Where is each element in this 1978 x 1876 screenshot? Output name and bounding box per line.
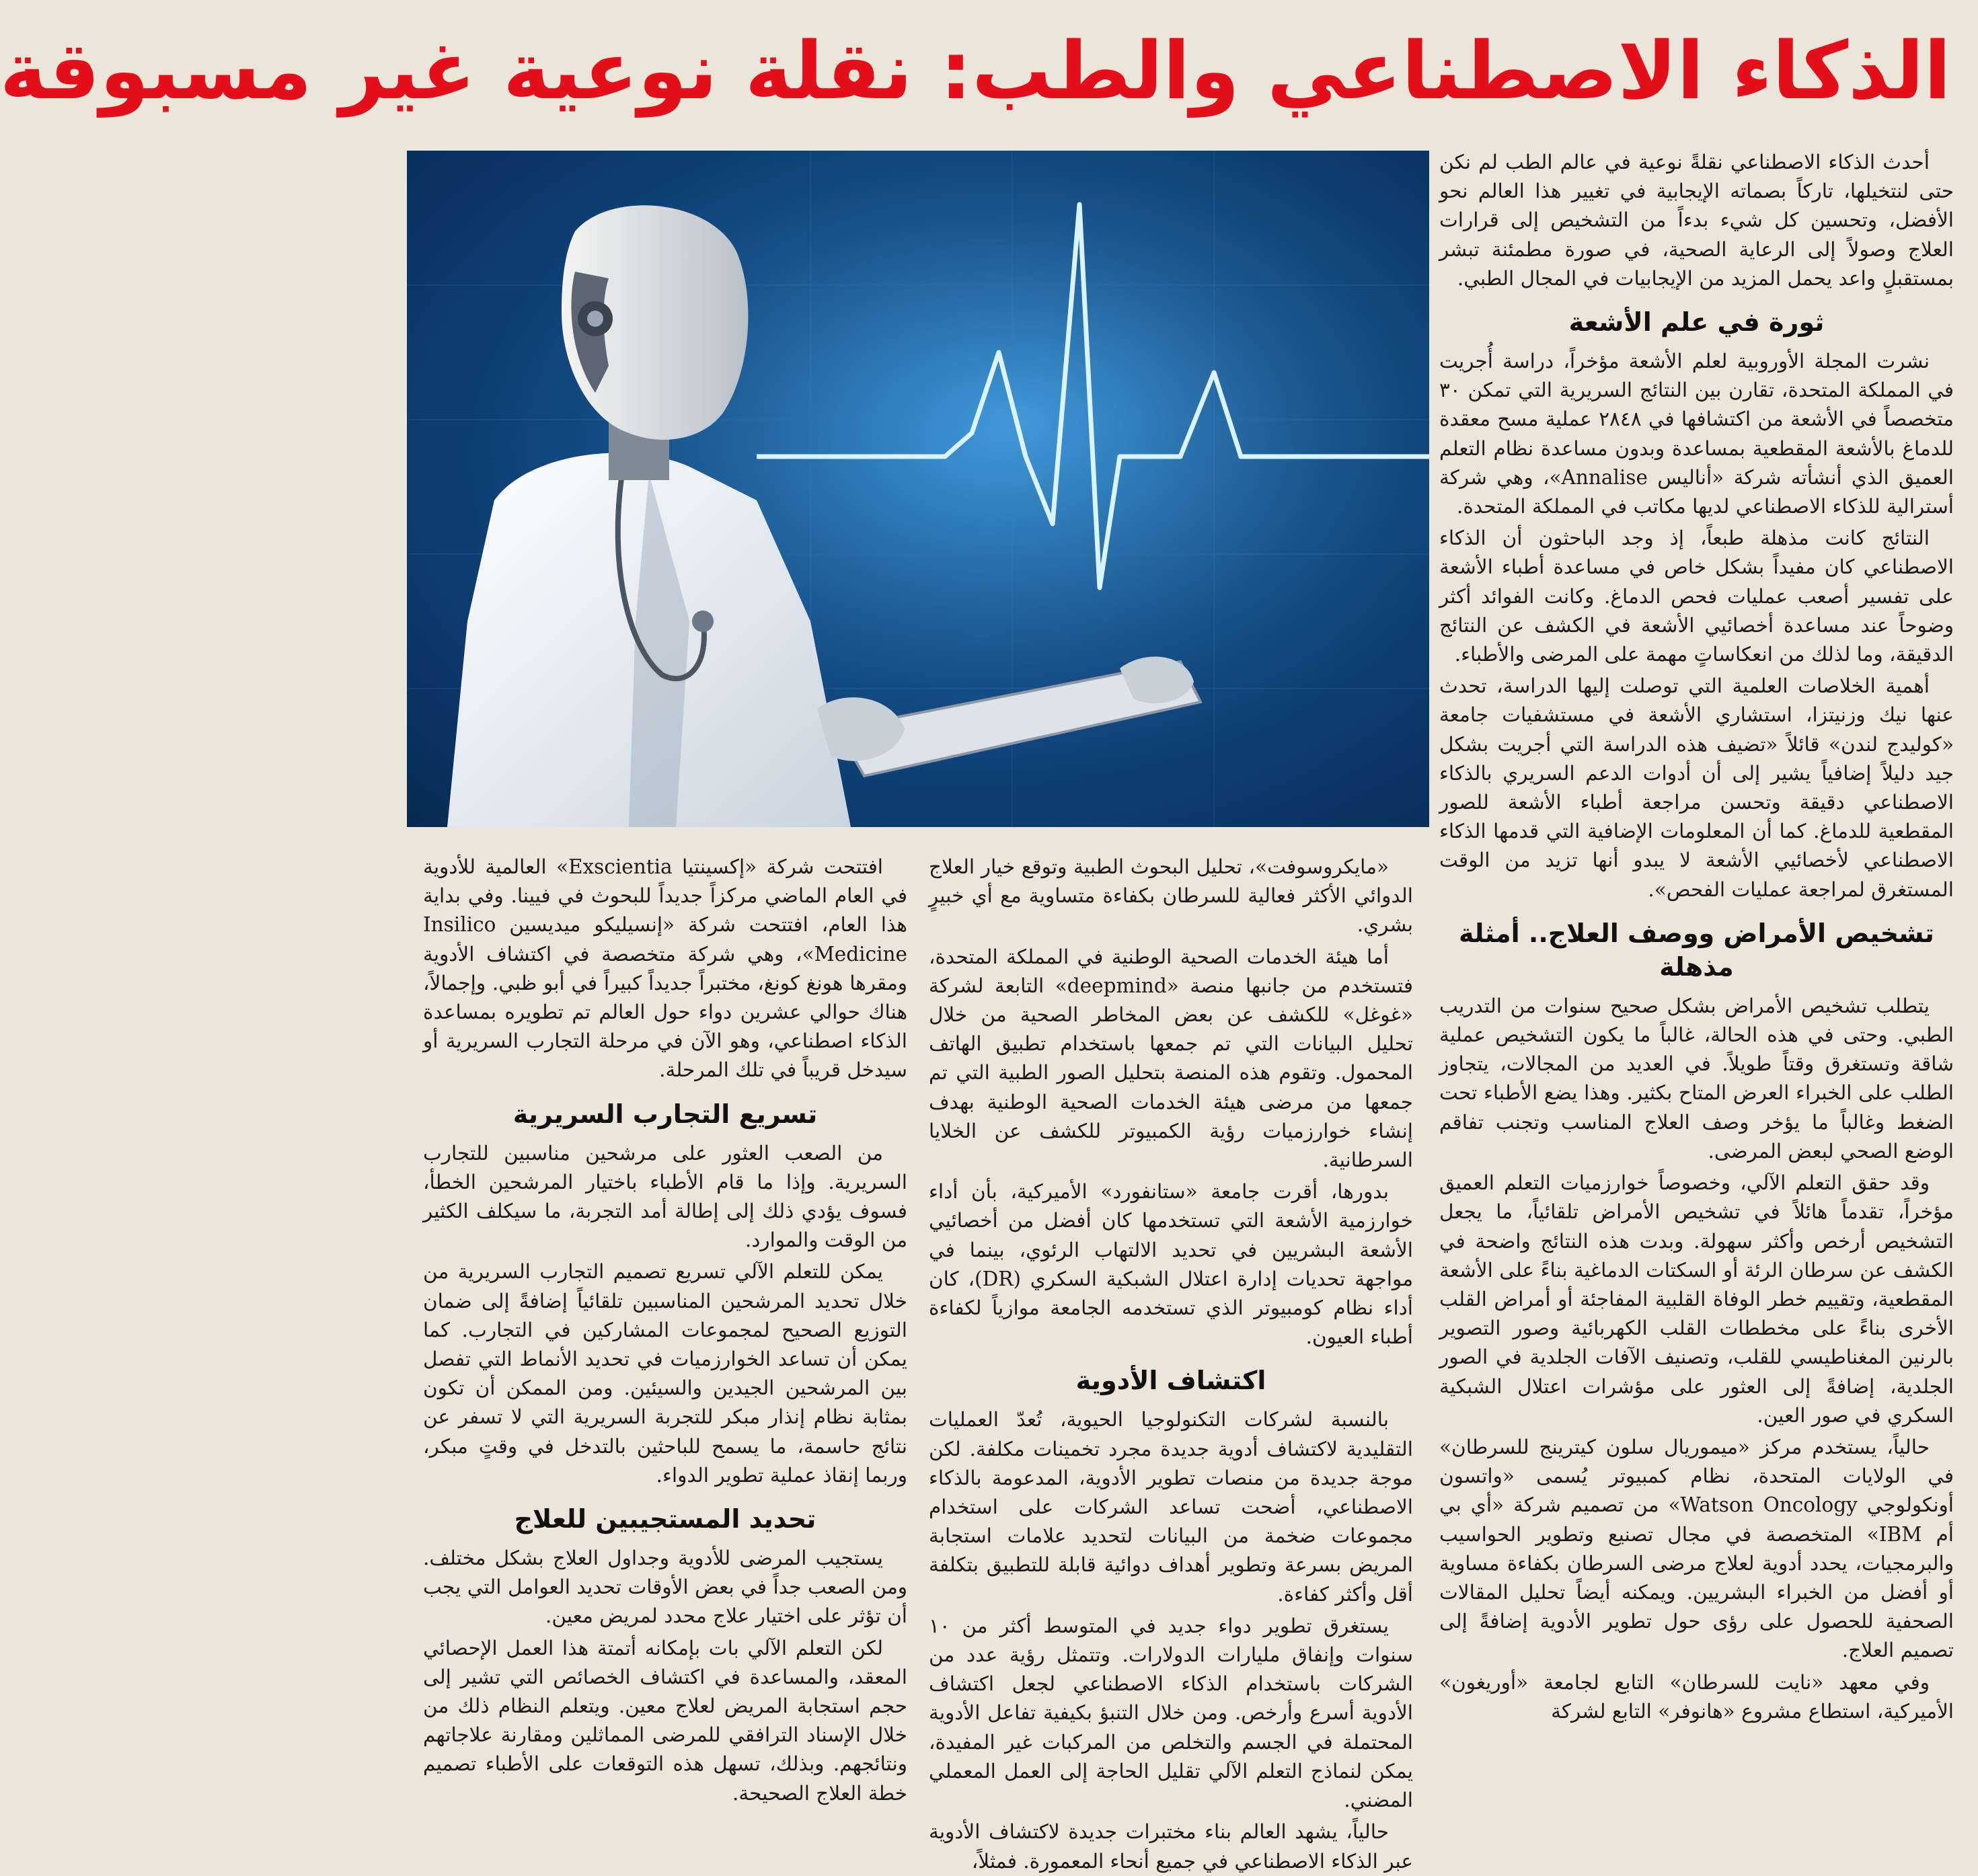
paragraph: حالياً، يشهد العالم بناء مختبرات جديدة لاكتشاف الأدوية عبر الذكاء الاصطناعي في جميع أنحاء المعمورة. فمثلاً، [929, 1820, 1413, 1873]
paragraph: يمكن للتعلم الآلي تسريع تصميم التجارب السريرية من خلال تحديد المرشحين المناسبين تلقائياً إضافةً إلى ضمان التوزيع الصحيح لمجموعات المشاركين في التجارب. كما يمكن أن تساعد الخوارزميات في تحديد الأنماط التي تفصل بين المرشحين الجيدين والسيئين. ومن الممكن أن تكون بمثابة نظام إنذار مبكر للتجربة السريرية التي لا تسفر عن نتائج حاسمة، ما يسمح للباحثين بالتدخل في وقتٍ مبكر، وربما إنقاذ عملية تطوير الدواء. [423, 1260, 907, 1487]
robot-doctor-illustration [407, 151, 1429, 827]
robot-doctor-image [407, 151, 1429, 827]
paragraph: بدورها، أقرت جامعة «ستانفورد» الأميركية، بأن أداء خوارزمية الأشعة التي تستخدمها كان أفضل من أخصائيي الأشعة البشريين في تحديد الالتهاب الرئوي، بينما في مواجهة تحديات إدارة اعتلال الشبكية السكري (DR)، كان أداء نظام كومبيوتر الذي تستخدمه الجامعة موازياً لكفاءة أطباء العيون. [929, 1180, 1414, 1349]
paragraph: أما هيئة الخدمات الصحية الوطنية في المملكة المتحدة، فتستخدم من جانبها منصة «deepmind» التابعة لشركة «غوغل» للكشف عن بعض المخاطر الصحية من خلال تحليل البيانات التي تم جمعها باستخدام تطبيق الهاتف المحمول. وتقوم هذه المنصة بتحليل الصور الطبية التي تم جمعها من مرضى هيئة الخدمات الصحية الوطنية بهدف إنشاء خوارزميات رؤية الكمبيوتر للكشف عن الخلايا السرطانية. [929, 945, 1414, 1172]
headline: الذكاء الاصطناعي والطب: نقلة نوعية غير مسبوقة [0, 24, 1951, 117]
paragraph: افتتحت شركة «إكسينتيا Exscientia» العالمية للأدوية في العام الماضي مركزاً جديداً للبحوث في فيينا. وفي بداية هذا العام، افتتحت شركة «إنسيليكو ميديسين Insilico Medicine»، وهي شركة متخصصة في اكتشاف الأدوية ومقرها هونغ كونغ، مختبراً جديداً كبيراً في أبو ظبي. وإجمالاً، هناك حوالي عشرين دواء حول العالم تم تطويره بمساعدة الذكاء اصطناعي، وهو الآن في مرحلة التجارب السريرية أو سيدخل قريباً في تلك المرحلة. [423, 855, 907, 1082]
paragraph: وقد حقق التعلم الآلي، وخصوصاً خوارزميات التعلم العميق مؤخراً، تقدماً هائلاً في تشخيص الأمراض تلقائياً، ما يجعل التشخيص أرخص وأكثر سهولة. وبدت هذه النتائج واضحة في الكشف عن سرطان الرئة أو السكتات الدماغية بناءً على الأشعة المقطعية، وتقييم خطر الوفاة القلبية المفاجئة أو أمراض القلب الأخرى بناءً على مخططات القلب الكهربائية وصور التصوير بالرنين المغناطيسي للقلب، وتصنيف الآفات الجلدية في الصور الجلدية، إضافةً إلى العثور على مؤشرات اعتلال الشبكية السكري في صور العين. [1439, 1171, 1954, 1427]
paragraph: حالياً، يستخدم مركز «ميموريال سلون كيترينج للسرطان» في الولايات المتحدة، نظام كمبيوتر يُسمى «واتسون أونكولوجي Watson Oncology» من تصميم شركة «أي بي أم IBM» المتخصصة في مجال تصنيع وتطوير الحواسيب والبرمجيات، يحدد أدوية لعلاج مرضى السرطان بكفاءة مساوية أو أفضل من الخبراء البشريين. ويمكنه أيضاً تحليل المقالات الصحفية للحصول على رؤى حول تطوير الأدوية إضافةً إلى تصميم العلاج. [1439, 1435, 1954, 1662]
section-heading-responders: تحديد المستجيبين للعلاج [514, 1504, 816, 1534]
article-column-middle [929, 853, 1414, 1873]
paragraph: وفي معهد «نايت للسرطان» التابع لجامعة «أوريغون» الأميركية، استطاع مشروع «هانوفر» التابع لشركة [1439, 1670, 1954, 1723]
paragraph: يستغرق تطوير دواء جديد في المتوسط أكثر من ١٠ سنوات وإنفاق مليارات الدولارات. وتتمثل رؤية عدد من الشركات باستخدام الذكاء الاصطناعي لجعل اكتشاف الأدوية أسرع وأرخص. ومن خلال التنبؤ بكيفية تفاعل الأدوية المحتملة في الجسم والتخلص من المركبات غير المفيدة، يمكن لنماذج التعلم الآلي تقليل الحاجة إلى العمل المعملي المضني. [929, 1614, 1413, 1812]
section-heading-clinical-trials: تسريع التجارب السريرية [512, 1099, 818, 1129]
section-heading-drug-discovery: اكتشاف الأدوية [1075, 1366, 1266, 1396]
paragraph: من الصعب العثور على مرشحين مناسبين للتجارب السريرية. وإذا ما قام الأطباء باختيار المرشحين الخطأ، فسوف يؤدي ذلك إلى إطالة أمد التجربة، ما سيكلف الكثير من الوقت والموارد. [423, 1141, 907, 1252]
article-column-right [1439, 148, 1954, 1789]
article-column-left [423, 853, 907, 1805]
paragraph: نشرت المجلة الأوروبية لعلم الأشعة مؤخراً، دراسة أُجريت في المملكة المتحدة، تقارن بين النتائج السريرية التي تمكن ٣٠ متخصصاً في الأشعة من اكتشافها في ٢٨٤٨ عملية مسح معقدة للدماغ بالأشعة المقطعية بمساعدة وبدون مساعدة نظام التعلم العميق الذي أنشأته شركة «أناليس Annalise»، وهي شركة أسترالية للذكاء الاصطناعي لديها مكاتب في المملكة المتحدة. [1439, 350, 1954, 518]
paragraph: لكن التعلم الآلي بات بإمكانه أتمتة هذا العمل الإحصائي المعقد، والمساعدة في اكتشاف الخصائص التي تشير إلى حجم استجابة المريض لعلاج معين. ويتعلم النظام ذلك من خلال الإسناد الترافقي للمرضى المماثلين ومقارنة علاجاتهم ونتائجهم. وبذلك، تسهل هذه التوقعات على الأطباء تصميم خطة العلاج الصحيحة. [423, 1636, 907, 1805]
intro-paragraph: أحدث الذكاء الاصطناعي نقلةً نوعية في عالم الطب لم نكن حتى لنتخيلها، تاركاً بصماته الإيجابية في تغيير هذا العالم نحو الأفضل، وتحسين كل شيء بدءاً من التشخيص إلى قرارات العلاج وصولاً إلى الرعاية الصحية، في صورة مطمئنة تبشر بمستقبلٍ واعد يحمل المزيد من الإيجابيات في المجال الطبي. [1439, 151, 1954, 290]
section-heading-radiology: ثورة في علم الأشعة [1568, 307, 1825, 338]
paragraph: بالنسبة لشركات التكنولوجيا الحيوية، تُعدّ العمليات التقليدية لاكتشاف أدوية جديدة مجرد تخمينات مكلفة. لكن موجة جديدة من منصات تطوير الأدوية، المدعومة بالذكاء الاصطناعي، أضحت تساعد الشركات على استخدام مجموعات ضخمة من البيانات لتحديد علامات استجابة المريض بسرعة وتطوير أهداف دوائية قابلة للتطبيق بتكلفة أقل وأكثر كفاءة. [929, 1408, 1413, 1606]
paragraph: يتطلب تشخيص الأمراض بشكل صحيح سنوات من التدريب الطبي. وحتى في هذه الحالة، غالباً ما يكون التشخيص عملية شاقة وتستغرق وقتاً طويلاً. في العديد من المجالات، يتجاوز الطلب على الخبراء العرض المتاح بكثير. وهذا يضع الأطباء تحت الضغط وغالباً ما يؤخر وصف العلاج المناسب وتجنب تفاقم الوضع الصحي لبعض المرضى. [1439, 994, 1954, 1163]
section-heading-diagnosis: تشخيص الأمراض ووصف العلاج.. أمثلة مذهلة [1459, 918, 1934, 982]
paragraph: أهمية الخلاصات العلمية التي توصلت إليها الدراسة، تحدث عنها نيك وزنيتزا، استشاري الأشعة في مستشفيات جامعة «كوليدج لندن» قائلاً «تضيف هذه الدراسة التي أجريت بشكل جيد دليلاً إضافياً يشير إلى أن أدوات الدعم السريري بالذكاء الاصطناعي دقيقة وتحسن مراجعة أطباء الأشعة للصور المقطعية للدماغ. كما أن المعلومات الإضافية التي قدمها الذكاء الاصطناعي لأخصائيي الأشعة لا يبدو أنها تزيد من الوقت المستغرق لمراجعة عمليات الفحص». [1439, 674, 1954, 901]
paragraph: يستجيب المرضى للأدوية وجداول العلاج بشكل مختلف. ومن الصعب جداً في بعض الأوقات تحديد العوامل التي يجب أن تؤثر على اختيار علاج محدد لمريض معين. [423, 1547, 907, 1628]
paragraph: «مايكروسوفت»، تحليل البحوث الطبية وتوقع خيار العلاج الدوائي الأكثر فعالية للسرطان بكفاءة متساوية مع أي خبيرٍ بشري. [929, 855, 1413, 937]
paragraph: النتائج كانت مذهلة طبعاً، إذ وجد الباحثون أن الذكاء الاصطناعي كان مفيداً بشكل خاص في مساعدة أطباء الأشعة على تفسير أصعب عمليات فحص الدماغ. وكانت الفوائد أكثر وضوحاً عند مساعدة أخصائيي الأشعة في الكشف عن النتائج الدقيقة، وما لذلك من انعكاساتٍ مهمة على المرضى والأطباء. [1439, 526, 1954, 666]
